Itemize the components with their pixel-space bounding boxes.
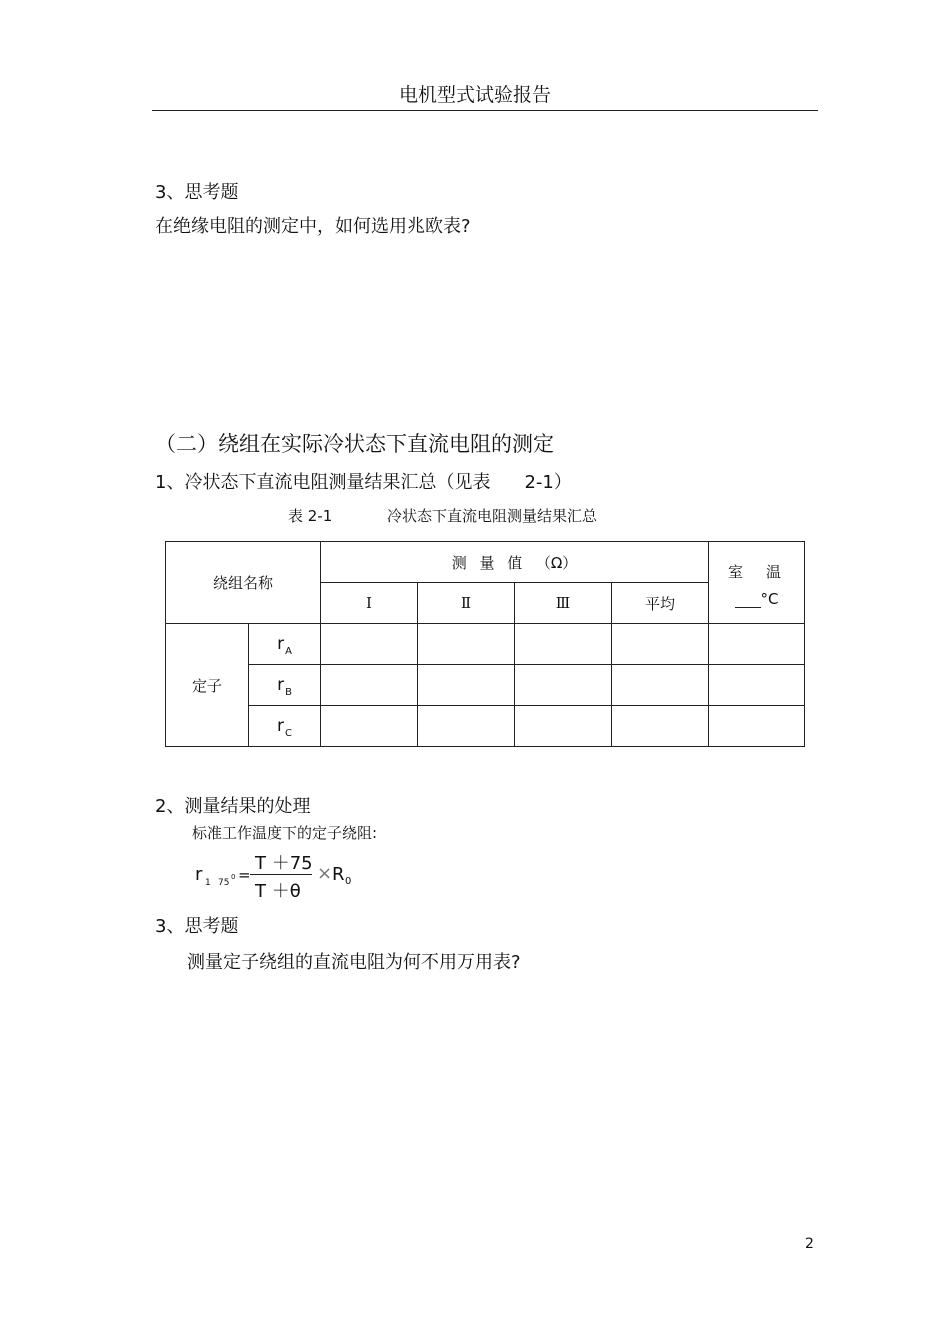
room-temp-label: 室 温 xyxy=(727,563,785,581)
page-header-title: 电机型式试验报告 xyxy=(398,84,551,106)
cell-b-avg xyxy=(612,665,709,706)
row-label-a: $r_A$ xyxy=(249,624,321,665)
cell-c-1 xyxy=(321,706,418,747)
cell-b-3 xyxy=(515,665,612,706)
formula-denominator: T ＋θ xyxy=(255,881,301,902)
cell-a-1 xyxy=(321,624,418,665)
cell-a-temp xyxy=(709,624,805,665)
measured-value-header xyxy=(321,542,709,583)
item3-text: 测量定子绕组的直流电阻为何不用万用表? xyxy=(187,952,521,973)
col-header-avg: 平均 xyxy=(612,583,709,624)
temp-unit: °C xyxy=(760,590,779,608)
unit-label: （Ω） xyxy=(535,553,578,572)
cell-b-temp xyxy=(709,665,805,706)
cell-c-avg xyxy=(612,706,709,747)
cell-c-3 xyxy=(515,706,612,747)
room-temp-header xyxy=(709,542,805,624)
question-heading-1: 3、思考题 xyxy=(155,182,239,203)
table-caption-text: 冷状态下直流电阻测量结果汇总 xyxy=(387,507,598,525)
item1-heading xyxy=(155,468,572,494)
cell-b-2 xyxy=(418,665,515,706)
item3-heading: 3、思考题 xyxy=(155,916,239,937)
cell-c-temp xyxy=(709,706,805,747)
cell-a-3 xyxy=(515,624,612,665)
formula-lhs-sub1: 1 xyxy=(205,878,211,888)
row-label-b: $r_B$ xyxy=(249,665,321,706)
formula-lhs-sup: 0 xyxy=(231,873,236,881)
item2-note: 标准工作温度下的定子绕阻: xyxy=(192,824,378,842)
fraction-bar xyxy=(250,874,312,875)
cell-a-avg xyxy=(612,624,709,665)
resistance-formula xyxy=(195,850,375,902)
formula-lhs: r xyxy=(195,864,203,885)
row-label-c: $r_C$ xyxy=(249,706,321,747)
col-header-2: Ⅱ xyxy=(418,583,515,624)
cell-c-2 xyxy=(418,706,515,747)
header-rule xyxy=(152,110,818,111)
stator-group-label: 定子 xyxy=(166,624,249,747)
section-title: （二）绕组在实际冷状态下直流电阻的测定 xyxy=(155,432,554,456)
temp-blank xyxy=(735,593,761,608)
formula-numerator: T ＋75 xyxy=(255,853,313,874)
page-number: 2 xyxy=(805,1236,814,1252)
item2-heading: 2、测量结果的处理 xyxy=(155,796,311,817)
formula-equals: = xyxy=(238,866,251,884)
table-caption-label: 表 2-1 xyxy=(288,507,333,525)
measured-value-label: 测 量 值 xyxy=(451,553,527,572)
formula-times: × xyxy=(317,863,333,884)
formula-lhs-sub2: 75 xyxy=(218,878,230,888)
col-header-3: Ⅲ xyxy=(515,583,612,624)
winding-name-header: 绕组名称 xyxy=(166,542,321,624)
question-text-1: 在绝缘电阻的测定中，如何选用兆欧表? xyxy=(155,216,471,237)
cell-a-2 xyxy=(418,624,515,665)
formula-rhs-sub: 0 xyxy=(345,876,352,887)
resistance-table xyxy=(165,541,805,747)
item1-ref: 2-1） xyxy=(524,472,572,493)
formula-rhs: R xyxy=(332,864,345,885)
item1-prefix: 1、冷状态下直流电阻测量结果汇总（见表 xyxy=(155,472,491,493)
col-header-1: Ⅰ xyxy=(321,583,418,624)
cell-b-1 xyxy=(321,665,418,706)
